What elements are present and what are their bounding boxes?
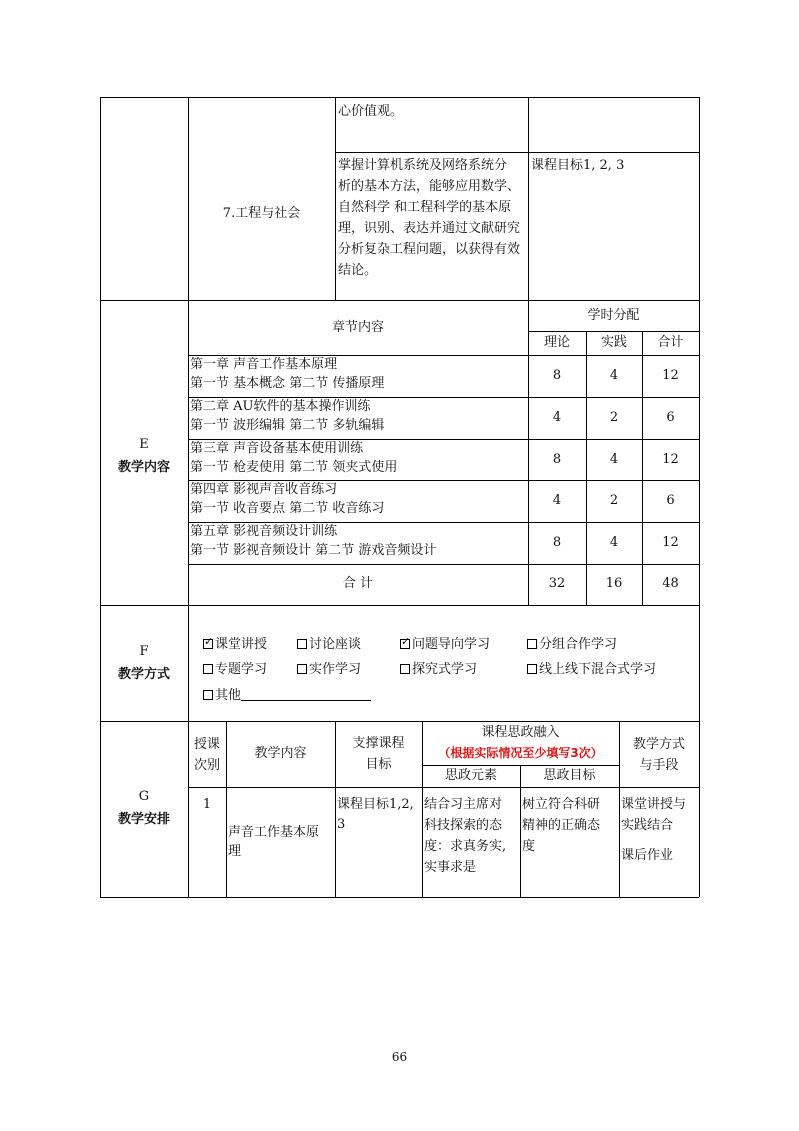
chapter-title: 第四章 影视声音收音练习 xyxy=(190,482,338,497)
header-teaching-content: 教学内容 xyxy=(254,746,307,761)
practice-hours: 2 xyxy=(609,493,619,508)
theory-hours: 8 xyxy=(552,452,562,467)
theory-hours: 8 xyxy=(552,368,562,383)
total-hours: 12 xyxy=(662,368,679,383)
header-total: 合计 xyxy=(657,335,684,350)
option-lecture[interactable]: ✓课堂讲授 xyxy=(203,636,267,654)
option-problem-based[interactable]: ✓ 问题导向学习 xyxy=(400,636,490,654)
checkbox-icon[interactable] xyxy=(400,664,410,674)
chapter-sections: 第一节 影视音频设计 第二节 游戏音频设计 xyxy=(190,543,437,558)
sum-total: 48 xyxy=(662,576,679,591)
practice-hours: 4 xyxy=(609,452,619,467)
page-number: 66 xyxy=(391,1050,408,1064)
checkbox-icon[interactable] xyxy=(203,690,213,700)
practice-hours: 4 xyxy=(609,535,619,550)
sum-theory: 32 xyxy=(548,576,566,591)
theory-hours: 4 xyxy=(552,493,562,508)
header-hours: 学时分配 xyxy=(587,308,640,323)
total-hours: 6 xyxy=(666,493,675,508)
theory-hours: 4 xyxy=(552,410,562,425)
checkbox-icon[interactable] xyxy=(527,664,537,674)
chapter-title: 第一章 声音工作基本原理 xyxy=(190,357,338,372)
chapter-title: 第五章 影视音频设计训练 xyxy=(190,524,338,539)
header-ideology: 课程思政融入 xyxy=(481,725,560,740)
header-practice: 实践 xyxy=(600,335,627,350)
option-inquiry[interactable]: 探究式学习 xyxy=(400,661,477,679)
total-hours: 6 xyxy=(666,410,675,425)
chapter-sections: 第一节 波形编辑 第二节 多轨编辑 xyxy=(190,418,385,433)
option-group-work[interactable]: 分组合作学习 xyxy=(527,636,617,654)
checkbox-icon[interactable] xyxy=(203,664,213,674)
option-blended[interactable]: 线上线下混合式学习 xyxy=(527,661,656,679)
practice-hours: 4 xyxy=(609,368,619,383)
requirement-label: 7.工程与社会 xyxy=(222,206,301,221)
checkbox-checked-icon[interactable] xyxy=(400,639,410,649)
checkbox-checked-icon[interactable] xyxy=(203,639,213,649)
total-hours: 12 xyxy=(662,535,679,550)
option-topic-study[interactable]: 专题学习 xyxy=(203,661,267,679)
header-chapter-content: 章节内容 xyxy=(331,320,384,335)
chapter-sections: 第一节 枪麦使用 第二节 领夹式使用 xyxy=(190,460,398,475)
chapter-sections: 第一节 基本概念 第二节 传播原理 xyxy=(190,376,385,391)
session-number: 1 xyxy=(202,797,212,812)
chapter-title: 第二章 AU软件的基本操作训练 xyxy=(190,399,371,414)
value-statement: 心价值观。 xyxy=(338,104,404,119)
header-ideology-target: 思政目标 xyxy=(543,768,596,783)
chapter-sections: 第一节 收音要点 第二节 收音练习 xyxy=(190,501,385,516)
practice-hours: 2 xyxy=(609,410,619,425)
option-other[interactable]: 其他 xyxy=(203,686,371,705)
checkbox-icon[interactable] xyxy=(297,664,307,674)
chapter-title: 第三章 声音设备基本使用训练 xyxy=(190,441,364,456)
requirement-goal: 课程目标1, 2, 3 xyxy=(531,158,625,173)
checkbox-icon[interactable] xyxy=(297,639,307,649)
option-discussion[interactable]: 讨论座谈 xyxy=(297,636,361,654)
theory-hours: 8 xyxy=(552,535,562,550)
header-ideology-element: 思政元素 xyxy=(444,768,497,783)
other-input-line[interactable] xyxy=(241,686,371,701)
header-theory: 理论 xyxy=(543,335,570,350)
sum-practice: 16 xyxy=(605,576,623,591)
header-ideology-note: （根据实际情况至少填写3次） xyxy=(438,746,603,760)
option-practical[interactable]: 实作学习 xyxy=(297,661,361,679)
total-hours: 12 xyxy=(662,452,679,467)
checkbox-icon[interactable] xyxy=(527,639,537,649)
sum-label: 合 计 xyxy=(342,576,374,591)
